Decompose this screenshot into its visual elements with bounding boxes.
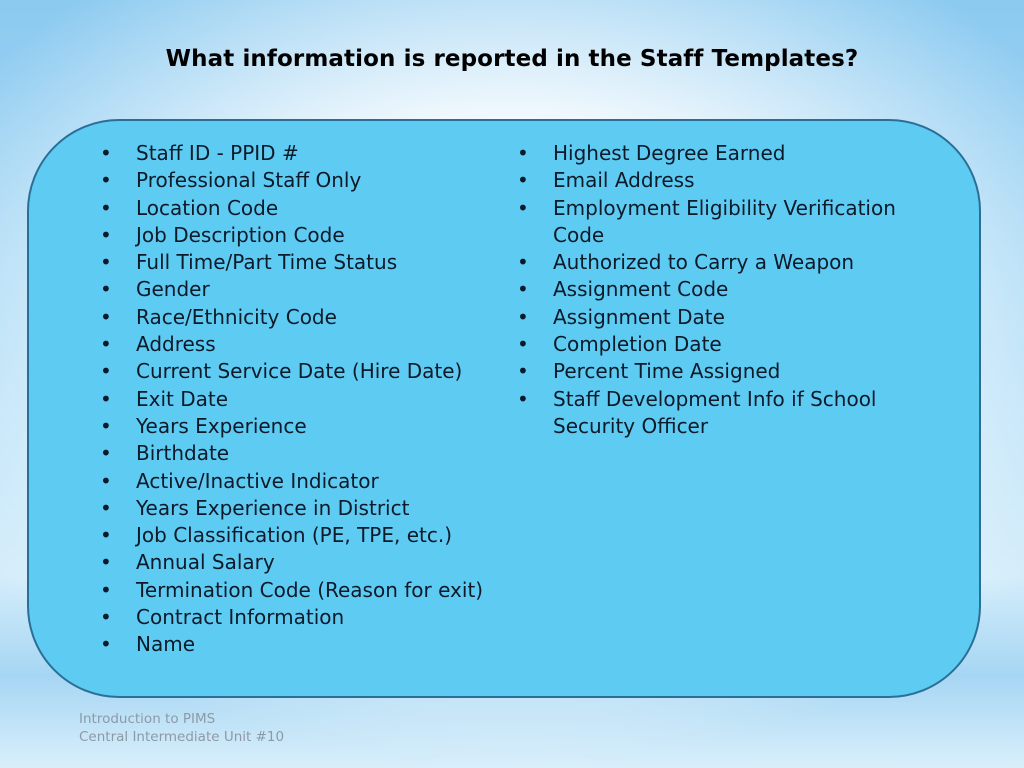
bullet-text: Email Address [553,168,695,193]
bullet-item [100,140,510,167]
bullet-item [100,222,510,249]
bullet-icon: • [100,523,112,548]
bullet-icon: • [100,168,112,193]
bullet-item [100,468,510,495]
bullet-text: Full Time/Part Time Status [136,250,398,275]
bullet-icon: • [100,359,112,384]
bullet-text: Staff ID - PPID # [136,141,299,165]
bullet-icon: • [100,332,112,357]
bullet-text: Annual Salary [136,550,275,575]
bullet-icon: • [100,550,112,575]
bullet-item [100,249,510,276]
bullet-icon: • [100,304,112,329]
bullet-item [100,304,510,331]
bullet-item [100,358,510,385]
bullet-item [100,495,510,522]
bullet-item [100,631,510,658]
footer-line-1: Introduction to PIMS [79,711,216,727]
bullet-item [517,358,917,385]
bullet-icon: • [100,632,112,657]
bullet-icon: • [100,441,112,466]
bullet-text: Authorized to Carry a Weapon [553,250,855,275]
bullet-item [517,249,917,276]
bullet-icon: • [100,413,112,438]
bullet-text: Active/Inactive Indicator [136,468,379,493]
bullet-text: Current Service Date (Hire Date) [136,359,463,384]
bullet-text: Contract Information [136,605,345,630]
bullet-text: Termination Code (Reason for exit) [136,577,484,602]
bullet-item [100,522,510,549]
right-bullet-list [517,140,917,440]
bullet-text: Race/Ethnicity Code [136,304,337,329]
bullet-text: Years Experience [136,413,307,438]
bullet-item [100,577,510,604]
bullet-item [517,195,917,250]
bullet-icon: • [100,386,112,411]
bullet-text: Employment Eligibility Verification Code [553,195,896,247]
bullet-item [517,140,917,167]
bullet-icon: • [100,577,112,602]
bullet-text: Assignment Date [553,304,725,329]
bullet-icon: • [100,277,112,302]
bullet-text: Assignment Code [553,277,729,302]
bullet-icon: • [100,222,112,247]
bullet-text: Years Experience in District [136,495,410,520]
bullet-text: Gender [136,277,210,302]
bullet-item [517,167,917,194]
bullet-item [100,440,510,467]
bullet-item [100,167,510,194]
bullet-icon: • [517,304,529,329]
bullet-item [100,276,510,303]
footer-line-2: Central Intermediate Unit #10 [79,729,285,745]
bullet-icon: • [100,468,112,493]
bullet-icon: • [517,195,529,220]
left-bullet-list [100,140,510,659]
bullet-item [517,276,917,303]
bullet-item [100,549,510,576]
bullet-text: Staff Development Info if School Security Officer [553,386,877,438]
bullet-text: Completion Date [553,332,722,357]
bullet-icon: • [517,277,529,302]
bullet-item [100,413,510,440]
bullet-icon: • [517,250,529,275]
bullet-text: Location Code [136,195,279,220]
bullet-item [517,386,917,441]
bullet-text: Percent Time Assigned [553,359,781,384]
bullet-text: Job Classification (PE, TPE, etc.) [136,523,453,548]
bullet-item [100,386,510,413]
bullet-icon: • [100,195,112,220]
bullet-text: Birthdate [136,441,230,466]
bullet-item [100,331,510,358]
bullet-icon: • [517,359,529,384]
bullet-icon: • [517,332,529,357]
bullet-icon: • [517,168,529,193]
bullet-text: Address [136,332,216,357]
bullet-item [100,195,510,222]
slide-title: What information is reported in the Staff Templates? [165,46,859,72]
bullet-text: Name [136,632,196,657]
bullet-icon: • [100,141,112,165]
footer [79,710,284,746]
bullet-text: Exit Date [136,386,229,411]
bullet-item [100,604,510,631]
bullet-icon: • [517,141,529,165]
bullet-icon: • [517,386,529,411]
bullet-text: Professional Staff Only [136,168,362,193]
bullet-icon: • [100,250,112,275]
bullet-item [517,331,917,358]
bullet-item [517,304,917,331]
bullet-icon: • [100,495,112,520]
bullet-text: Job Description Code [136,222,345,247]
bullet-icon: • [100,605,112,630]
bullet-text: Highest Degree Earned [553,141,786,165]
